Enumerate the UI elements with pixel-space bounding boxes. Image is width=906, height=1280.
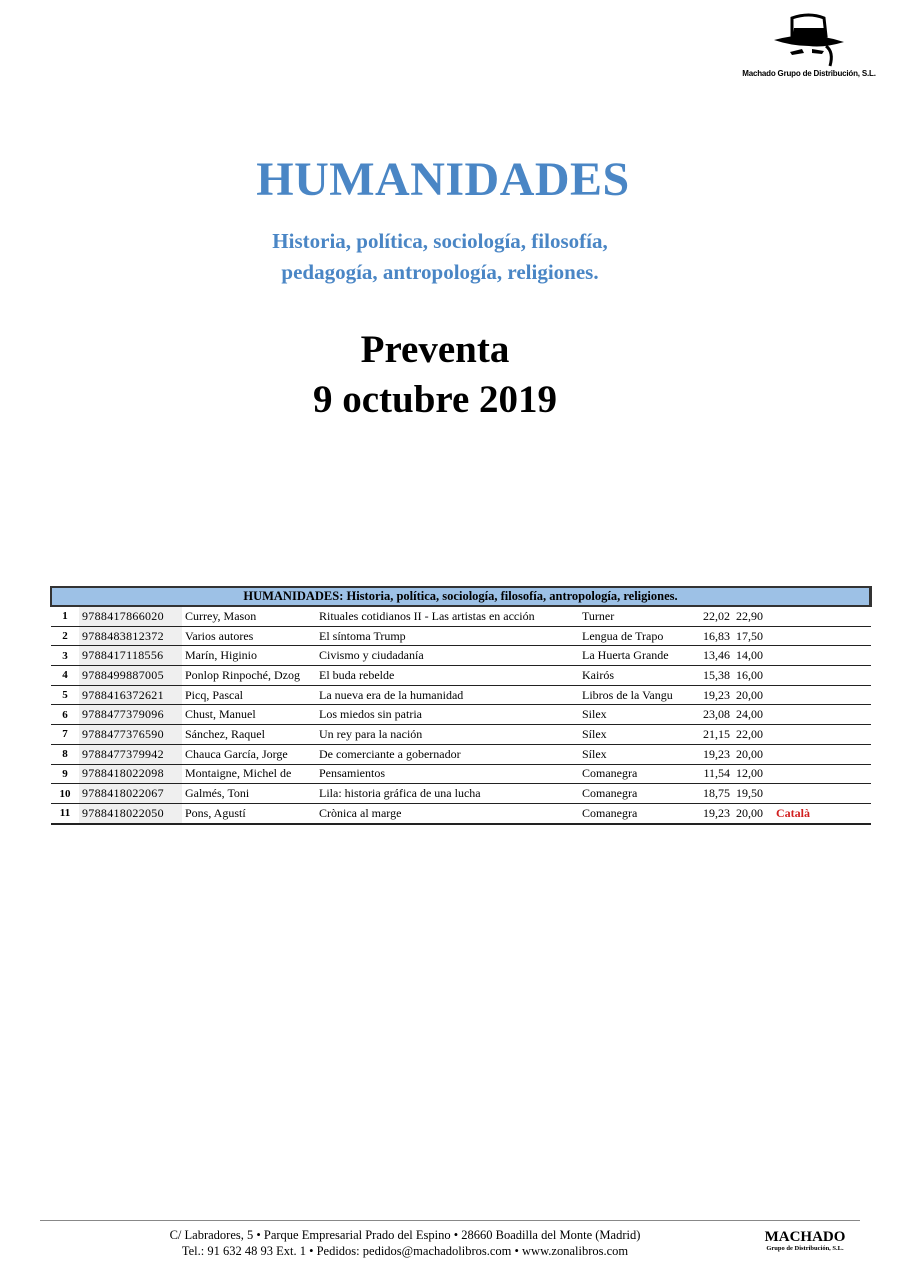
empty-cell: [858, 626, 871, 646]
price-net-cell: 19,23: [689, 685, 733, 705]
row-number: 7: [51, 725, 79, 745]
price-pvp-cell: 22,00: [733, 725, 773, 745]
company-logo: [736, 8, 882, 92]
isbn-cell: 9788483812372: [79, 626, 182, 646]
price-pvp-cell: 24,00: [733, 705, 773, 725]
empty-cell: [858, 725, 871, 745]
price-net-cell: 11,54: [689, 764, 733, 784]
title-cell: Civismo y ciudadanía: [316, 646, 579, 666]
isbn-cell: 9788418022067: [79, 784, 182, 804]
empty-cell: [858, 705, 871, 725]
page-subtitle: [0, 226, 880, 288]
author-cell: Picq, Pascal: [182, 685, 316, 705]
title-cell: Crònica al marge: [316, 803, 579, 823]
publisher-cell: Silex: [579, 705, 689, 725]
row-number: 5: [51, 685, 79, 705]
language-note: [773, 725, 858, 745]
language-note: [773, 626, 858, 646]
subtitle-line-2: pedagogía, antropología, religiones.: [281, 260, 599, 284]
title-cell: Pensamientos: [316, 764, 579, 784]
isbn-cell: 9788477379942: [79, 744, 182, 764]
language-note: [773, 685, 858, 705]
table-row: [51, 626, 871, 646]
price-pvp-cell: 20,00: [733, 744, 773, 764]
isbn-cell: 9788418022050: [79, 803, 182, 823]
footer-address: C/ Labradores, 5 • Parque Empresarial Prado del Espino • 28660 Boadilla del Monte (Madrid): [169, 1228, 641, 1242]
subtitle-line-1: Historia, política, sociología, filosofía,: [272, 229, 608, 253]
publisher-cell: Comanegra: [579, 803, 689, 823]
author-cell: Chauca García, Jorge: [182, 744, 316, 764]
author-cell: Chust, Manuel: [182, 705, 316, 725]
empty-cell: [858, 606, 871, 626]
publisher-cell: Comanegra: [579, 764, 689, 784]
price-pvp-cell: 22,90: [733, 606, 773, 626]
publisher-cell: Sílex: [579, 725, 689, 745]
price-net-cell: 18,75: [689, 784, 733, 804]
publisher-cell: Turner: [579, 606, 689, 626]
isbn-cell: 9788417866020: [79, 606, 182, 626]
price-net-cell: 19,23: [689, 803, 733, 823]
empty-cell: [858, 666, 871, 686]
isbn-cell: 9788418022098: [79, 764, 182, 784]
table-row: [51, 764, 871, 784]
publisher-cell: Kairós: [579, 666, 689, 686]
table-row: [51, 803, 871, 823]
table-row: [51, 744, 871, 764]
price-pvp-cell: 12,00: [733, 764, 773, 784]
price-pvp-cell: 20,00: [733, 685, 773, 705]
publisher-cell: Comanegra: [579, 784, 689, 804]
table-row: [51, 666, 871, 686]
table-row: [51, 784, 871, 804]
row-number: 2: [51, 626, 79, 646]
isbn-cell: 9788499887005: [79, 666, 182, 686]
title-cell: El buda rebelde: [316, 666, 579, 686]
price-pvp-cell: 19,50: [733, 784, 773, 804]
author-cell: Marín, Higinio: [182, 646, 316, 666]
language-note: [773, 764, 858, 784]
isbn-cell: 9788417118556: [79, 646, 182, 666]
price-net-cell: 23,08: [689, 705, 733, 725]
row-number: 6: [51, 705, 79, 725]
language-note: [773, 705, 858, 725]
publisher-cell: La Huerta Grande: [579, 646, 689, 666]
empty-cell: [858, 685, 871, 705]
title-cell: Un rey para la nación: [316, 725, 579, 745]
isbn-cell: 9788477376590: [79, 725, 182, 745]
empty-cell: [858, 803, 871, 823]
row-number: 9: [51, 764, 79, 784]
title-cell: De comerciante a gobernador: [316, 744, 579, 764]
table-row: [51, 725, 871, 745]
row-number: 1: [51, 606, 79, 626]
row-number: 11: [51, 803, 79, 823]
language-note: [773, 784, 858, 804]
footer-brand: [750, 1229, 860, 1252]
footer-divider: [40, 1220, 860, 1221]
title-cell: Rituales cotidianos II - Las artistas en acción: [316, 606, 579, 626]
author-cell: Ponlop Rinpoché, Dzog: [182, 666, 316, 686]
presale-label: Preventa: [360, 328, 510, 371]
author-cell: Galmés, Toni: [182, 784, 316, 804]
author-cell: Currey, Mason: [182, 606, 316, 626]
title-cell: El síntoma Trump: [316, 626, 579, 646]
publisher-cell: Lengua de Trapo: [579, 626, 689, 646]
footer-brand-sub: Grupo de Distribución, S.L.: [766, 1245, 844, 1252]
table-row: [51, 685, 871, 705]
row-number: 8: [51, 744, 79, 764]
price-pvp-cell: 14,00: [733, 646, 773, 666]
author-cell: Varios autores: [182, 626, 316, 646]
book-list-table: [50, 586, 872, 825]
publisher-cell: Sílex: [579, 744, 689, 764]
language-note: [773, 646, 858, 666]
language-note: Català: [773, 803, 858, 823]
footer-contact: [80, 1227, 730, 1259]
page-title: HUMANIDADES: [256, 153, 630, 206]
price-pvp-cell: 16,00: [733, 666, 773, 686]
price-net-cell: 13,46: [689, 646, 733, 666]
footer-brand-name: MACHADO: [764, 1229, 846, 1245]
table-row: [51, 705, 871, 725]
language-note: [773, 744, 858, 764]
publisher-cell: Libros de la Vangu: [579, 685, 689, 705]
price-pvp-cell: 20,00: [733, 803, 773, 823]
footer-contact-line: Tel.: 91 632 48 93 Ext. 1 • Pedidos: pedidos@machadolibros.com • www.zonalibros.com: [181, 1244, 629, 1258]
price-net-cell: 22,02: [689, 606, 733, 626]
title-cell: Lila: historia gráfica de una lucha: [316, 784, 579, 804]
presale-date: 9 octubre 2019: [312, 378, 558, 421]
title-cell: La nueva era de la humanidad: [316, 685, 579, 705]
logo-caption: Machado Grupo de Distribución, S.L.: [742, 69, 876, 78]
price-net-cell: 21,15: [689, 725, 733, 745]
price-pvp-cell: 17,50: [733, 626, 773, 646]
row-number: 10: [51, 784, 79, 804]
author-cell: Montaigne, Michel de: [182, 764, 316, 784]
price-net-cell: 19,23: [689, 744, 733, 764]
isbn-cell: 9788477379096: [79, 705, 182, 725]
author-cell: Sánchez, Raquel: [182, 725, 316, 745]
isbn-cell: 9788416372621: [79, 685, 182, 705]
empty-cell: [858, 646, 871, 666]
table-row: [51, 606, 871, 626]
price-net-cell: 16,83: [689, 626, 733, 646]
title-cell: Los miedos sin patria: [316, 705, 579, 725]
language-note: [773, 606, 858, 626]
fedora-man-icon: [764, 12, 854, 68]
row-number: 4: [51, 666, 79, 686]
row-number: 3: [51, 646, 79, 666]
author-cell: Pons, Agustí: [182, 803, 316, 823]
table-row: [51, 646, 871, 666]
empty-cell: [858, 744, 871, 764]
language-note: [773, 666, 858, 686]
empty-cell: [858, 764, 871, 784]
presale-block: [0, 325, 870, 425]
price-net-cell: 15,38: [689, 666, 733, 686]
table-heading: HUMANIDADES: Historia, política, sociología, filosofía, antropología, religiones.: [51, 587, 871, 606]
empty-cell: [858, 784, 871, 804]
